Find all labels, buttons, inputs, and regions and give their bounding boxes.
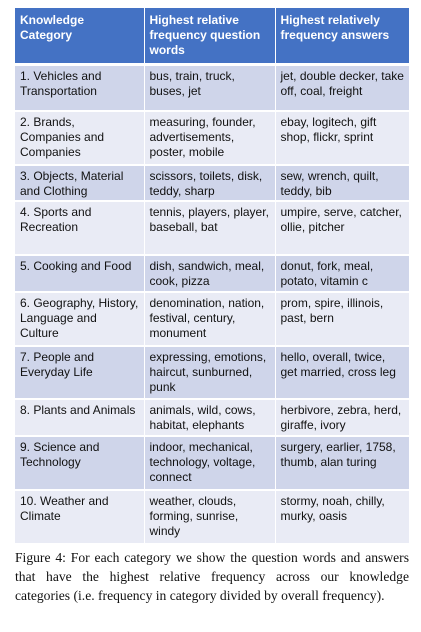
- header-question-words: Highest relative frequency question words: [144, 8, 275, 65]
- answers-cell: donut, fork, meal, potato, vitamin c: [275, 255, 409, 292]
- category-cell: 8. Plants and Animals: [15, 399, 144, 436]
- table-row: [15, 65, 409, 111]
- category-cell: 5. Cooking and Food: [15, 255, 144, 292]
- answers-cell: sew, wrench, quilt, teddy, bib: [275, 165, 409, 201]
- table-row: [15, 255, 409, 292]
- figure-caption: Figure 4: For each category we show the question words and answers that have the highest relative frequency across our knowledge categories (i.e. frequency in category divided by overall frequency).: [15, 550, 409, 603]
- question-words-cell: denomination, nation, festival, century, monument: [144, 292, 275, 346]
- answers-cell: surgery, earlier, 1758, thumb, alan turing: [275, 436, 409, 490]
- category-cell: 1. Vehicles and Transportation: [15, 65, 144, 111]
- question-words-cell: bus, train, truck, buses, jet: [144, 65, 275, 111]
- answers-cell: hello, overall, twice, get married, cross leg: [275, 346, 409, 399]
- table-row: [15, 292, 409, 346]
- header-knowledge-category: Knowledge Category: [15, 8, 144, 65]
- question-words-cell: measuring, founder, advertisements, poster, mobile: [144, 111, 275, 165]
- table-row: [15, 399, 409, 436]
- category-cell: 9. Science and Technology: [15, 436, 144, 490]
- header-answers: Highest relatively frequency answers: [275, 8, 409, 65]
- answers-cell: prom, spire, illinois, past, bern: [275, 292, 409, 346]
- figure: [15, 8, 409, 543]
- question-words-cell: indoor, mechanical, technology, voltage, connect: [144, 436, 275, 490]
- question-words-cell: tennis, players, player, baseball, bat: [144, 201, 275, 255]
- category-cell: 7. People and Everyday Life: [15, 346, 144, 399]
- category-cell: 6. Geography, History, Language and Culture: [15, 292, 144, 346]
- question-words-cell: weather, clouds, forming, sunrise, windy: [144, 490, 275, 543]
- knowledge-category-table: [15, 8, 409, 543]
- answers-cell: jet, double decker, take off, coal, freight: [275, 65, 409, 111]
- question-words-cell: expressing, emotions, haircut, sunburned, punk: [144, 346, 275, 399]
- question-words-cell: dish, sandwich, meal, cook, pizza: [144, 255, 275, 292]
- table-row: [15, 346, 409, 399]
- question-words-cell: animals, wild, cows, habitat, elephants: [144, 399, 275, 436]
- table-row: [15, 165, 409, 201]
- category-cell: 2. Brands, Companies and Companies: [15, 111, 144, 165]
- table-row: [15, 436, 409, 490]
- table-row: [15, 111, 409, 165]
- category-cell: 3. Objects, Material and Clothing: [15, 165, 144, 201]
- table-row: [15, 201, 409, 255]
- table-header-row: [15, 8, 409, 65]
- answers-cell: herbivore, zebra, herd, giraffe, ivory: [275, 399, 409, 436]
- answers-cell: ebay, logitech, gift shop, flickr, sprint: [275, 111, 409, 165]
- answers-cell: umpire, serve, catcher, ollie, pitcher: [275, 201, 409, 255]
- category-cell: 4. Sports and Recreation: [15, 201, 144, 255]
- category-cell: 10. Weather and Climate: [15, 490, 144, 543]
- question-words-cell: scissors, toilets, disk, teddy, sharp: [144, 165, 275, 201]
- table-row: [15, 490, 409, 543]
- answers-cell: stormy, noah, chilly, murky, oasis: [275, 490, 409, 543]
